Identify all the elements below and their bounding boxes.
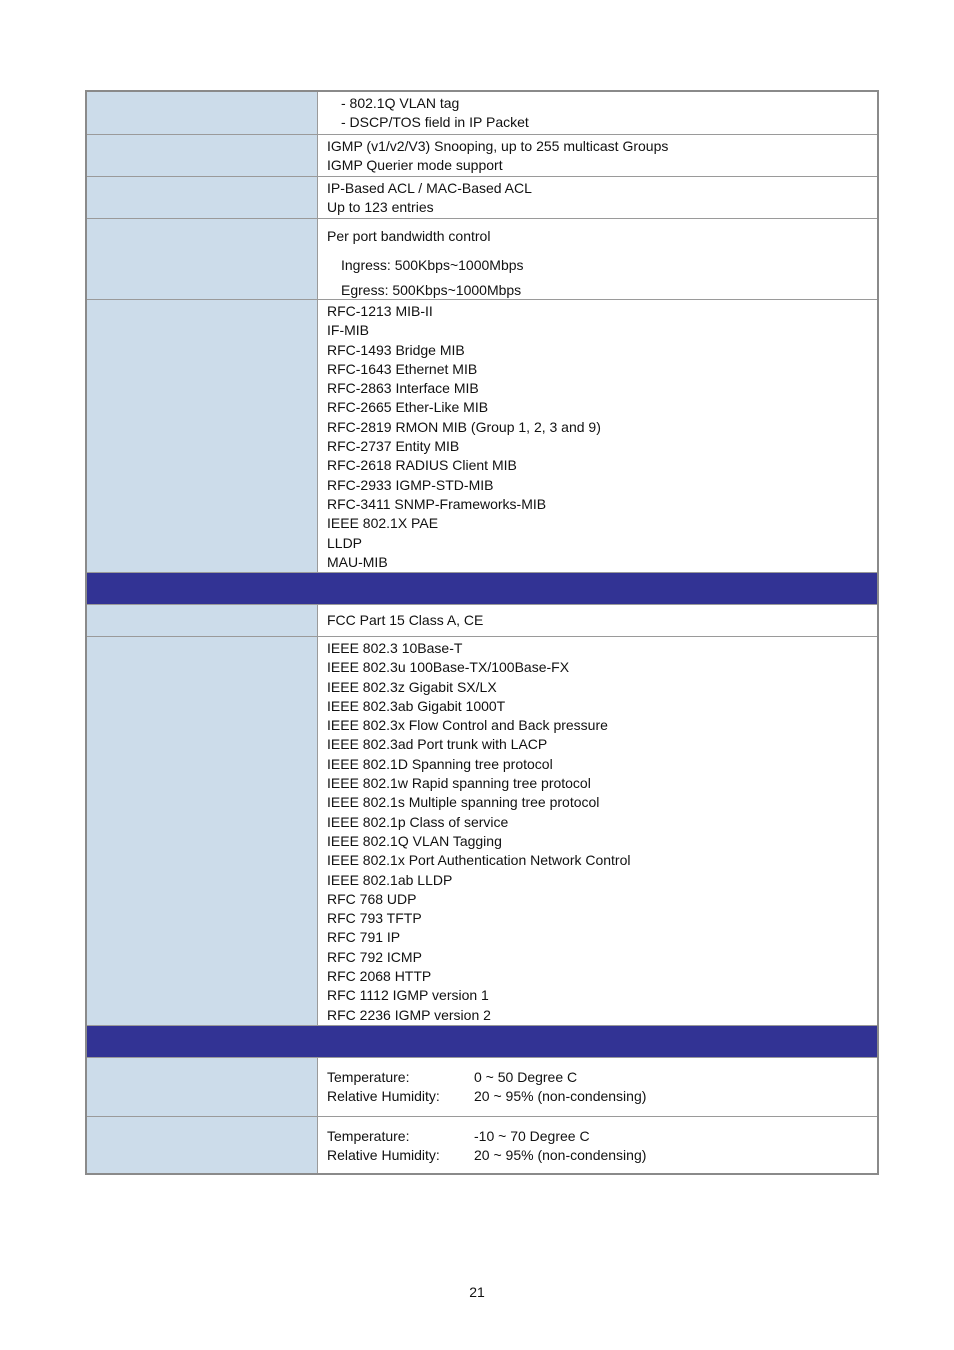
humidity-label: Relative Humidity: (327, 1147, 440, 1164)
temperature-value: -10 ~ 70 Degree C (474, 1128, 590, 1144)
temperature-value: 0 ~ 50 Degree C (474, 1069, 578, 1085)
regulation-text: FCC Part 15 Class A, CE (327, 612, 484, 628)
mib-item: RFC-2863 Interface MIB (327, 380, 479, 397)
standard-item: IEEE 802.3ad Port trunk with LACP (327, 736, 548, 753)
spec-label-cell (87, 1058, 318, 1116)
mib-item: RFC-3411 SNMP-Frameworks-MIB (327, 495, 547, 512)
mib-item: RFC-1493 Bridge MIB (327, 341, 465, 358)
mib-item: RFC-1643 Ethernet MIB (327, 360, 478, 377)
spec-value-cell (318, 92, 877, 134)
bandwidth-line: Ingress: 500Kbps~1000Mbps (341, 257, 524, 274)
standard-item: IEEE 802.1x Port Authentication Network Control (327, 852, 631, 869)
storage-humidity (327, 1146, 869, 1165)
table-row (87, 605, 877, 637)
mib-item: RFC-2618 RADIUS Client MIB (327, 457, 517, 474)
specification-table (85, 90, 879, 1175)
mib-item: RFC-2737 Entity MIB (327, 438, 460, 455)
mib-item: MAU-MIB (327, 553, 388, 570)
spec-value-cell (318, 1117, 877, 1173)
humidity-value: 20 ~ 95% (non-condensing) (474, 1088, 647, 1105)
mib-item: LLDP (327, 534, 363, 551)
bandwidth-line: Per port bandwidth control (327, 228, 491, 244)
table-row (87, 300, 877, 573)
standard-item: RFC 793 TFTP (327, 910, 422, 927)
standard-item: RFC 2236 IGMP version 2 (327, 1006, 491, 1023)
spec-label-cell (87, 219, 318, 299)
standard-item: IEEE 802.1ab LLDP (327, 871, 453, 888)
mib-item: IEEE 802.1X PAE (327, 515, 439, 532)
operating-temperature (327, 1068, 869, 1087)
mib-item: RFC-2933 IGMP-STD-MIB (327, 476, 494, 493)
table-row (87, 637, 877, 1026)
spec-label-cell (87, 1117, 318, 1173)
qos-tag-line: - DSCP/TOS field in IP Packet (341, 114, 529, 131)
standard-item: IEEE 802.1p Class of service (327, 813, 509, 830)
temperature-label: Temperature: (327, 1128, 410, 1144)
standard-item: IEEE 802.1w Rapid spanning tree protocol (327, 775, 591, 792)
standard-item: IEEE 802.1D Spanning tree protocol (327, 755, 553, 772)
qos-tag-line: - 802.1Q VLAN tag (341, 95, 460, 111)
mib-item: IF-MIB (327, 322, 369, 339)
standard-item: IEEE 802.3ab Gigabit 1000T (327, 697, 506, 714)
standard-item: RFC 2068 HTTP (327, 968, 432, 985)
table-row (87, 92, 877, 135)
standard-item: IEEE 802.1s Multiple spanning tree protocol (327, 794, 600, 811)
igmp-line: IGMP Querier mode support (327, 157, 503, 174)
spec-value-cell (318, 1058, 877, 1116)
table-row (87, 177, 877, 219)
acl-line: Up to 123 entries (327, 199, 434, 216)
standard-item: RFC 792 ICMP (327, 948, 422, 965)
table-row (87, 1117, 877, 1173)
humidity-value: 20 ~ 95% (non-condensing) (474, 1147, 647, 1164)
section-header-bar (87, 1026, 877, 1058)
humidity-label: Relative Humidity: (327, 1088, 440, 1105)
spec-label-cell (87, 605, 318, 636)
spec-value-cell (318, 219, 877, 299)
acl-line: IP-Based ACL / MAC-Based ACL (327, 180, 532, 196)
standard-item: RFC 791 IP (327, 929, 401, 946)
table-row (87, 1058, 877, 1117)
spec-label-cell (87, 92, 318, 134)
standard-item: IEEE 802.3x Flow Control and Back pressure (327, 717, 608, 734)
standard-item: IEEE 802.3u 100Base-TX/100Base-FX (327, 659, 570, 676)
standard-item: RFC 768 UDP (327, 890, 417, 907)
mib-item: RFC-1213 MIB-II (327, 303, 433, 319)
temperature-label: Temperature: (327, 1069, 410, 1085)
spec-value-cell (318, 135, 877, 176)
spec-label-cell (87, 637, 318, 1025)
page-number: 21 (469, 1284, 485, 1300)
table-row (87, 219, 877, 300)
standard-item: IEEE 802.3 10Base-T (327, 640, 463, 656)
standard-item: RFC 1112 IGMP version 1 (327, 987, 489, 1004)
storage-temperature (327, 1127, 869, 1146)
bandwidth-line: Egress: 500Kbps~1000Mbps (341, 281, 522, 298)
standard-item: IEEE 802.1Q VLAN Tagging (327, 832, 502, 849)
standard-item: IEEE 802.3z Gigabit SX/LX (327, 678, 497, 695)
table-row (87, 135, 877, 177)
operating-humidity (327, 1087, 869, 1106)
spec-label-cell (87, 135, 318, 176)
mib-item: RFC-2819 RMON MIB (Group 1, 2, 3 and 9) (327, 418, 601, 435)
igmp-line: IGMP (v1/v2/V3) Snooping, up to 255 multicast Groups (327, 138, 669, 154)
spec-value-cell (318, 300, 877, 572)
spec-value-cell (318, 177, 877, 218)
mib-item: RFC-2665 Ether-Like MIB (327, 399, 489, 416)
spec-label-cell (87, 300, 318, 572)
spec-value-cell (318, 637, 877, 1025)
spec-value-cell (318, 605, 877, 636)
section-header-bar (87, 573, 877, 605)
spec-label-cell (87, 177, 318, 218)
